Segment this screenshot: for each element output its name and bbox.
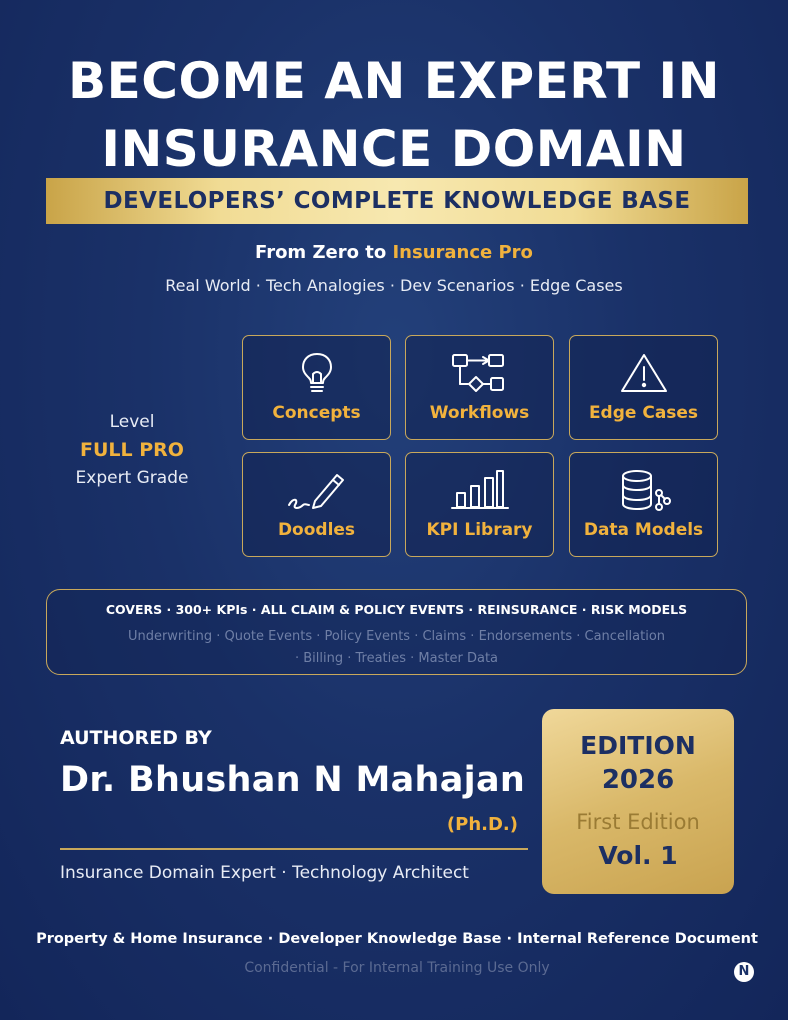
title-line-1: BECOME AN EXPERT IN xyxy=(68,52,720,110)
covers-topics-line-2: · Billing · Treaties · Master Data xyxy=(294,651,499,666)
tile-data-models xyxy=(569,452,718,557)
covers-box xyxy=(46,589,747,675)
lightbulb-icon xyxy=(297,350,337,396)
publisher-logo-icon: N xyxy=(734,962,754,982)
edition-type: First Edition xyxy=(576,810,700,834)
workflow-icon xyxy=(449,350,511,396)
level-grade: Expert Grade xyxy=(75,468,189,488)
level-label: Level xyxy=(109,412,155,432)
author-divider xyxy=(60,848,528,850)
title-line-2: INSURANCE DOMAIN xyxy=(101,120,687,178)
edition-volume: Vol. 1 xyxy=(598,841,678,870)
author-degree: (Ph.D.) xyxy=(446,814,518,835)
warning-icon xyxy=(618,350,670,396)
tile-label: Edge Cases xyxy=(588,403,699,423)
subtitle-ribbon xyxy=(46,178,748,224)
footer-line-2: Confidential - For Internal Training Use Only xyxy=(244,960,550,976)
tile-label: Doodles xyxy=(277,520,356,540)
tile-doodles xyxy=(242,452,391,557)
footer-line-1: Property & Home Insurance · Developer Knowledge Base · Internal Reference Document xyxy=(36,931,758,947)
tagline-prefix: From Zero to xyxy=(255,242,393,263)
edition-label: EDITION xyxy=(580,731,696,760)
level-value: FULL PRO xyxy=(80,439,184,461)
authored-by-heading: AUTHORED BY xyxy=(60,727,212,749)
tile-label: KPI Library xyxy=(426,520,533,540)
author-name: Dr. Bhushan N Mahajan xyxy=(60,760,526,800)
tile-edge-cases xyxy=(569,335,718,440)
covers-headline: COVERS · 300+ KPIs · ALL CLAIM & POLICY EVENTS · REINSURANCE · RISK MODELS xyxy=(105,602,688,617)
tagline-highlight: Insurance Pro xyxy=(392,242,533,263)
subtitle-text: DEVELOPERS’ COMPLETE KNOWLEDGE BASE xyxy=(103,188,691,214)
tile-kpi-library xyxy=(405,452,554,557)
pencil-icon xyxy=(285,467,349,513)
tile-label: Workflows xyxy=(429,403,530,423)
edition-year: 2026 xyxy=(601,765,675,795)
tile-workflows xyxy=(405,335,554,440)
tile-label: Concepts xyxy=(272,403,361,423)
author-role: Insurance Domain Expert · Technology Architect xyxy=(60,863,469,883)
covers-topics-line-1: Underwriting · Quote Events · Policy Events · Claims · Endorsements · Cancellation xyxy=(127,629,666,644)
features-line: Real World · Tech Analogies · Dev Scenarios · Edge Cases xyxy=(165,276,623,295)
edition-badge xyxy=(542,709,734,894)
bar-chart-icon xyxy=(449,467,511,513)
tagline xyxy=(0,242,788,263)
database-icon xyxy=(615,467,673,513)
tile-label: Data Models xyxy=(583,520,704,540)
tile-concepts xyxy=(242,335,391,440)
